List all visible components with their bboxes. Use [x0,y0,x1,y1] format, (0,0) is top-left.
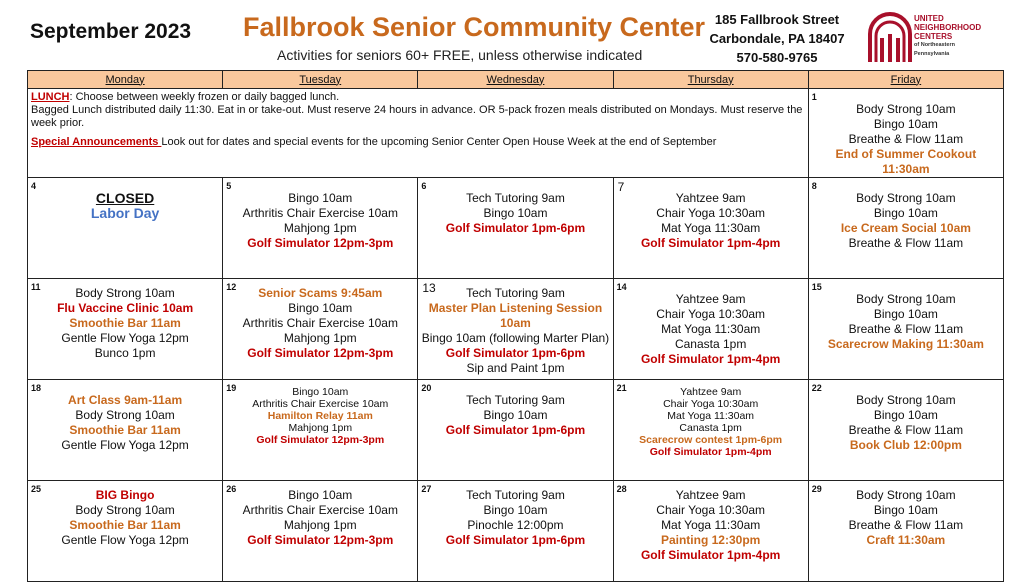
address-phone: 570-580-9765 [736,50,818,65]
activity-item: 10am [500,316,531,330]
day-number: 18 [31,383,42,393]
day-cell-12 [223,279,418,380]
activity-item: Bingo 10am [873,408,938,422]
day-number: 13 [422,281,436,295]
day-number: 19 [226,383,237,393]
day-cell-27 [418,481,613,582]
activity-list [223,279,417,361]
activity-item: Tech Tutoring 9am [466,286,565,300]
day-cell-18 [28,380,223,481]
activity-item: Gentle Flow Yoga 12pm [61,438,189,452]
activity-item: Bingo 10am [288,488,353,502]
weekday-header-row [28,71,1004,89]
activity-item: Bunco 1pm [94,346,156,360]
activity-item: Bingo 10am [873,206,938,220]
day-cell-4 [28,178,223,279]
activity-item: Smoothie Bar 11am [69,518,181,532]
activity-list [28,481,222,548]
activity-item: Canasta 1pm [674,337,747,351]
activity-item: Ice Cream Social 10am [840,221,971,235]
activity-item: Mahjong 1pm [283,221,357,235]
center-address [702,10,852,67]
day-number: 15 [811,282,822,292]
activity-item: Yahtzee 9am [680,386,742,398]
activity-item: Golf Simulator 1pm-4pm [640,352,781,366]
day-cell-28 [613,481,808,582]
activity-list [809,178,1003,251]
activity-item: Golf Simulator 1pm-4pm [649,446,772,458]
activity-item: Senior Scams 9:45am [258,286,383,300]
weekday-tuesday: Tuesday [223,71,418,89]
activity-item: Flu Vaccine Clinic 10am [57,301,194,315]
lunch-label: LUNCH [31,91,70,103]
day-number: 14 [616,282,627,292]
activity-item: Bingo 10am [483,206,548,220]
week-row [28,178,1004,279]
activity-item: Breathe & Flow 11am [848,236,964,250]
day-number: 4 [31,181,37,191]
weekday-friday: Friday [808,71,1003,89]
day-number: 22 [811,383,822,393]
activity-item: Gentle Flow Yoga 12pm [61,331,189,345]
activity-item: Breathe & Flow 11am [848,423,964,437]
activity-list [223,178,417,251]
day-cell-19 [223,380,418,481]
special-text: Look out for dates and special events for the upcoming Senior Center Open House Week at the end of September [161,136,717,148]
activity-item: Golf Simulator 1pm-6pm [445,221,586,235]
activity-item: Breathe & Flow 11am [848,322,964,336]
activity-list [809,481,1003,548]
activity-list [418,279,612,376]
activity-item: Mahjong 1pm [283,331,357,345]
activity-item: Bingo 10am [873,307,938,321]
activity-item: Bingo 10am [873,503,938,517]
week-row [28,279,1004,380]
activity-list [223,380,417,446]
day-number: 5 [226,181,232,191]
activity-item: Craft 11:30am [866,533,946,547]
activity-item: Art Class 9am-11am [68,393,183,407]
activity-item: Bingo 10am [483,503,548,517]
activity-item: Chair Yoga 10:30am [656,307,766,321]
activity-item: Arthritis Chair Exercise 10am [242,206,398,220]
week-row [28,481,1004,582]
activity-item: Tech Tutoring 9am [466,393,565,407]
activity-item: Body Strong 10am [856,488,956,502]
activity-item: Mahjong 1pm [288,422,353,434]
activity-item: Mat Yoga 11:30am [661,518,761,532]
activity-item: Golf Simulator 1pm-6pm [445,423,586,437]
activity-list [614,279,808,367]
activity-item: Painting 12:30pm [660,533,761,547]
activity-list [28,279,222,361]
activity-item: End of Summer Cookout [835,147,977,161]
activity-item: Arthritis Chair Exercise 10am [242,503,398,517]
activity-item: Bingo 10am [873,117,938,131]
day-cell-26 [223,481,418,582]
activity-list [418,481,612,548]
activity-item: CLOSED [95,190,155,206]
activity-list [28,380,222,453]
day-cell-22 [808,380,1003,481]
activity-item: Gentle Flow Yoga 12pm [61,533,189,547]
day-cell-13 [418,279,613,380]
week-row [28,89,1004,178]
activity-list [614,481,808,563]
address-street: 185 Fallbrook Street [714,12,840,27]
activity-item: Breathe & Flow 11am [848,132,964,146]
activity-item: Bingo 10am [288,191,353,205]
day-number: 27 [421,484,432,494]
activity-item: Golf Simulator 12pm-3pm [247,236,394,250]
activity-item: Bingo 10am (following Marter Plan) [421,331,610,345]
activity-item: Hamilton Relay 11am [267,410,373,422]
day-number: 7 [617,180,625,194]
activity-item: Sip and Paint 1pm [466,361,565,375]
activity-item: Golf Simulator 1pm-6pm [445,346,586,360]
center-subtitle: Activities for seniors 60+ FREE, unless otherwise indicated [277,47,643,63]
day-cell-7 [613,178,808,279]
activity-item: Golf Simulator 12pm-3pm [247,533,394,547]
activity-item: Mat Yoga 11:30am [667,410,755,422]
activity-item: Pinochle 12:00pm [467,518,564,532]
activity-item: 11:30am [882,162,930,176]
activity-list [28,178,222,221]
activity-item: Yahtzee 9am [675,191,746,205]
activity-item: Body Strong 10am [75,408,175,422]
day-cell-14 [613,279,808,380]
day-number: 25 [31,484,42,494]
calendar-grid [27,70,1004,582]
day-cell-20 [418,380,613,481]
day-cell-6 [418,178,613,279]
weekday-wednesday: Wednesday [418,71,613,89]
activity-item: Body Strong 10am [75,503,175,517]
day-cell-1 [808,89,1003,178]
day-cell-15 [808,279,1003,380]
activity-item: Chair Yoga 10:30am [656,503,766,517]
unc-logo-icon [866,12,914,64]
activity-item: Mat Yoga 11:30am [661,221,761,235]
week-row [28,380,1004,481]
day-cell-25 [28,481,223,582]
activity-item: Body Strong 10am [856,191,956,205]
day-number: 11 [31,282,41,292]
address-city: Carbondale, PA 18407 [709,31,845,46]
activity-item: Scarecrow Making 11:30am [827,337,984,351]
lunch-notice [28,89,809,178]
activity-item: Arthritis Chair Exercise 10am [252,398,389,410]
activity-item: Chair Yoga 10:30am [663,398,759,410]
center-title: Fallbrook Senior Community Center [243,12,706,42]
day-number: 26 [226,484,237,494]
weekday-thursday: Thursday [613,71,808,89]
activity-item: Book Club 12:00pm [849,438,962,452]
activity-item: Tech Tutoring 9am [466,191,565,205]
activity-item: Bingo 10am [292,386,349,398]
day-cell-11 [28,279,223,380]
activity-item: Golf Simulator 1pm-6pm [445,533,586,547]
activity-list [614,380,808,458]
activity-item: Tech Tutoring 9am [466,488,565,502]
activity-item: Body Strong 10am [856,292,956,306]
activity-item: Mat Yoga 11:30am [661,322,761,336]
day-number: 21 [616,383,627,393]
activity-item: Bingo 10am [288,301,353,315]
weekday-monday: Monday [28,71,223,89]
activity-list [223,481,417,548]
day-number: 8 [811,181,817,191]
activity-list [809,380,1003,453]
activity-item: Scarecrow contest 1pm-6pm [639,434,783,446]
activity-list [809,89,1003,177]
activity-item: Body Strong 10am [75,286,175,300]
activity-item: Canasta 1pm [679,422,742,434]
day-number: 28 [616,484,627,494]
activity-item: Master Plan Listening Session [428,301,603,315]
activity-item: Golf Simulator 12pm-3pm [256,434,385,446]
activity-list [418,380,612,438]
day-number: 12 [226,282,237,292]
activity-list [809,279,1003,352]
day-cell-21 [613,380,808,481]
day-number: 20 [421,383,432,393]
activity-item: Breathe & Flow 11am [848,518,964,532]
day-cell-5 [223,178,418,279]
activity-item: Arthritis Chair Exercise 10am [242,316,398,330]
day-cell-29 [808,481,1003,582]
lunch-text: : Choose between weekly frozen or daily bagged lunch. [69,91,340,103]
activity-list [418,178,612,236]
activity-item: Golf Simulator 12pm-3pm [247,346,394,360]
activity-item: Yahtzee 9am [675,488,746,502]
day-number: 6 [421,181,427,191]
activity-item: Golf Simulator 1pm-4pm [640,548,781,562]
day-number: 29 [811,484,822,494]
activity-item: Body Strong 10am [856,102,956,116]
activity-item: Mahjong 1pm [283,518,357,532]
activity-item: Smoothie Bar 11am [69,423,181,437]
activity-item: Labor Day [90,205,160,221]
activity-list [614,178,808,251]
special-label: Special Announcements [31,136,162,148]
bagged-lunch-text: Bagged Lunch distributed daily 11:30. Eat in or take-out. Must reserve 24 hours in advance. OR 5-pack frozen meals distributed on Mondays. Must reserve the week prior. [31,104,803,129]
calendar-month: September 2023 [30,20,192,43]
activity-item: Body Strong 10am [856,393,956,407]
activity-item: Golf Simulator 1pm-4pm [640,236,781,250]
unc-logo-text: UNITED NEIGHBORHOOD CENTERS of Northeastern Pennsylvania [914,14,982,57]
day-cell-8 [808,178,1003,279]
activity-item: Bingo 10am [483,408,548,422]
day-number: 1 [811,92,817,102]
activity-item: Smoothie Bar 11am [69,316,181,330]
activity-item: Yahtzee 9am [675,292,746,306]
activity-item: Chair Yoga 10:30am [656,206,766,220]
activity-item: BIG Bingo [95,488,155,502]
